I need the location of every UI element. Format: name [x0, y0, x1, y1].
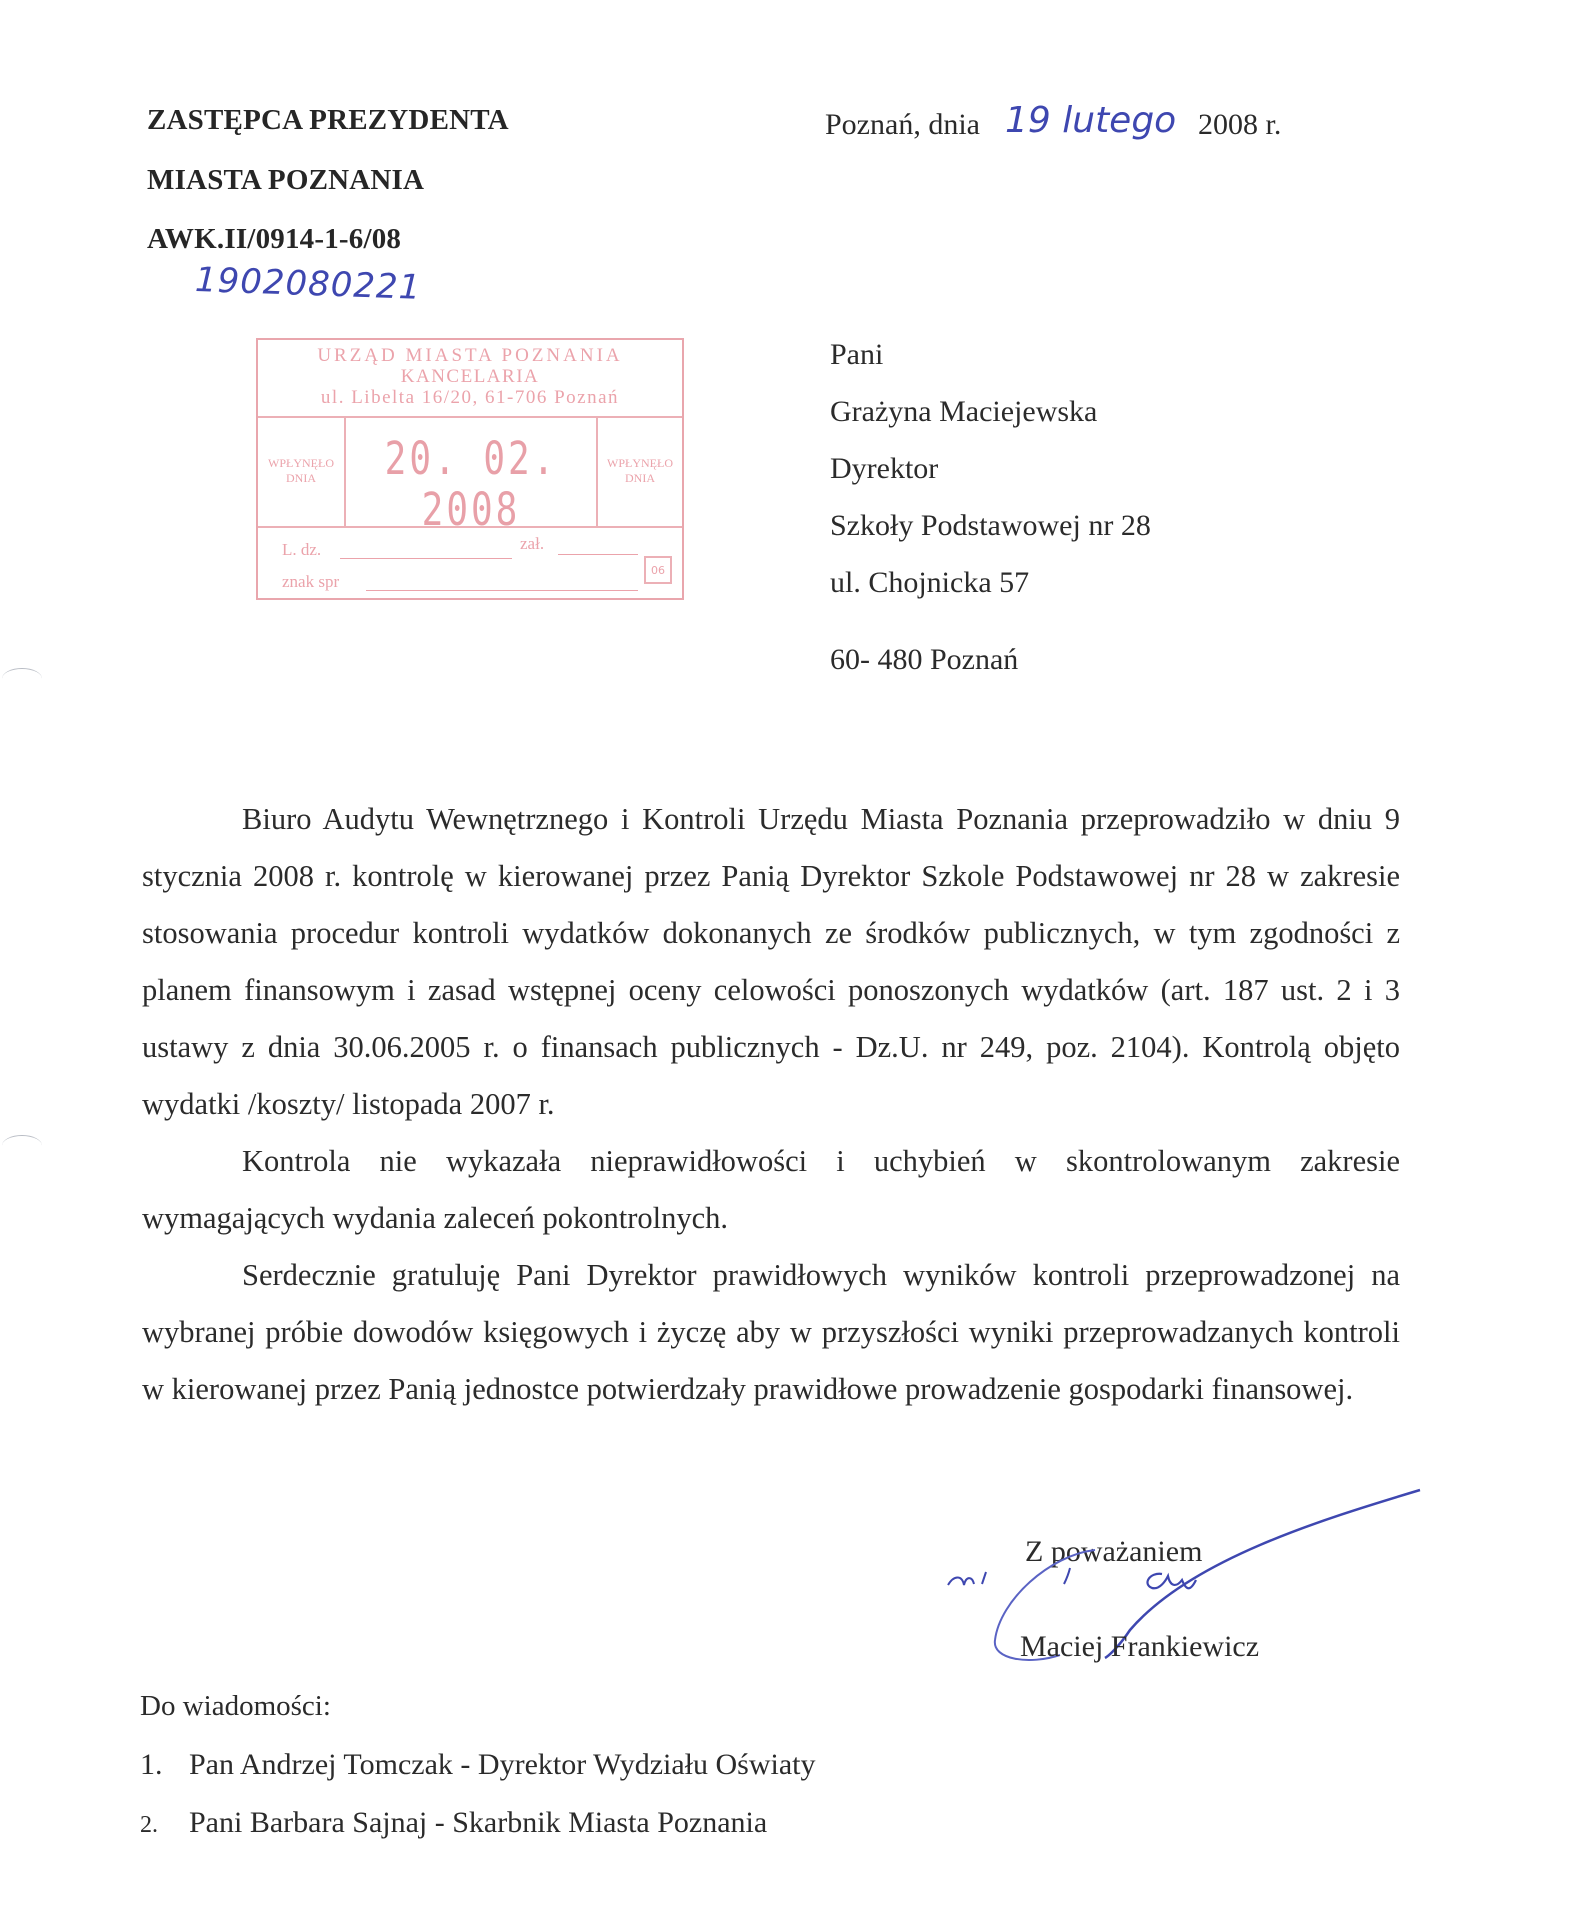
- addressee-salutation: Pani: [830, 338, 884, 371]
- cc-item-text: Pani Barbara Sajnaj - Skarbnik Miasta Poznania: [189, 1806, 768, 1839]
- stamp-received-label-right: WPŁYNĘŁO DNIA: [596, 418, 682, 526]
- cc-list-item: [140, 1806, 767, 1840]
- cc-list-item: [140, 1748, 815, 1782]
- stamp-znak-line: [366, 590, 638, 591]
- letter-body: [142, 791, 1400, 1418]
- stamp-code-box: 06: [644, 556, 672, 584]
- cc-title: Do wiadomości:: [140, 1690, 331, 1722]
- date-prefix: Poznań, dnia: [825, 108, 980, 141]
- stamp-header: [258, 340, 682, 418]
- stamp-zal-line: [558, 554, 638, 555]
- cc-item-number: 2.: [140, 1812, 158, 1838]
- stamp-field-zal: zał.: [520, 534, 545, 553]
- body-paragraph-2: Kontrola nie wykazała nieprawidłowości i uchybień w skontrolowanym zakresie wymagających wydania zaleceń pokontrolnych.: [142, 1144, 1400, 1235]
- closing-phrase: Z poważaniem: [1025, 1535, 1203, 1568]
- addressee-postal: 60- 480 Poznań: [830, 643, 1019, 676]
- body-paragraph-1: Biuro Audytu Wewnętrznego i Kontroli Urzędu Miasta Poznania przeprowadziło w dniu 9 stycznia 2008 r. kontrolę w kierowanej przez Panią Dyrektor Szkole Podstawowej nr 28 w zakresie stosowania procedur kontroli wydatków dokonanych ze środków publicznych, w tym zgodności z planem finansowym i zasad wstępnej oceny celowości ponoszonych wydatków (art. 187 ust. 2 i 3 ustawy z dnia 30.06.2005 r. o finansach publicznych - Dz.U. nr 249, poz. 2104). Kontrolą objęto wydatki /koszty/ listopada 2007 r.: [142, 802, 1400, 1121]
- stamp-field-ldz: L. dz.: [282, 540, 322, 559]
- reference-number: AWK.II/0914-1-6/08: [147, 223, 402, 255]
- handwritten-date: 19 lutego: [1005, 100, 1177, 141]
- stamp-address: ul. Libelta 16/20, 61-706 Poznań: [320, 387, 620, 408]
- stamp-department: KANCELARIA: [400, 366, 540, 387]
- addressee-name: Grażyna Maciejewska: [830, 395, 1098, 428]
- cc-item-number: 1.: [140, 1748, 163, 1781]
- stamp-received-date: 20. 02. 2008: [384, 433, 558, 537]
- addressee-title: Dyrektor: [830, 452, 939, 485]
- handwritten-registration-number: 1902080221: [194, 260, 422, 308]
- punch-hole-mark: [2, 1135, 42, 1156]
- stamp-date-row: [258, 418, 682, 537]
- stamp-field-znak: znak spr: [282, 572, 340, 591]
- stamp-office: URZĄD MIASTA POZNANIA: [317, 345, 623, 366]
- signatory-name: Maciej Frankiewicz: [1020, 1630, 1260, 1663]
- stamp-fields: [258, 528, 682, 600]
- body-paragraph-3: Serdecznie gratuluję Pani Dyrektor prawidłowych wyników kontroli przeprowadzonej na wybranej próbie dowodów księgowych i życzę aby w przyszłości wyniki przeprowadzanych kontroli w kierowanej przez Panią jednostce potwierdzały prawidłowe prowadzenie gospodarki finansowej.: [142, 1258, 1400, 1406]
- cc-item-text: Pan Andrzej Tomczak - Dyrektor Wydziału Oświaty: [189, 1748, 816, 1781]
- punch-hole-mark: [2, 668, 42, 689]
- registry-stamp: [256, 338, 684, 600]
- date-suffix: 2008 r.: [1198, 108, 1282, 141]
- addressee-street: ul. Chojnicka 57: [830, 566, 1030, 599]
- sender-title-line2: MIASTA POZNANIA: [147, 164, 425, 196]
- sender-title-line1: ZASTĘPCA PREZYDENTA: [147, 104, 509, 136]
- stamp-received-label-left: WPŁYNĘŁO DNIA: [258, 418, 346, 526]
- stamp-ldz-line: [340, 558, 512, 559]
- addressee-institution: Szkoły Podstawowej nr 28: [830, 509, 1151, 542]
